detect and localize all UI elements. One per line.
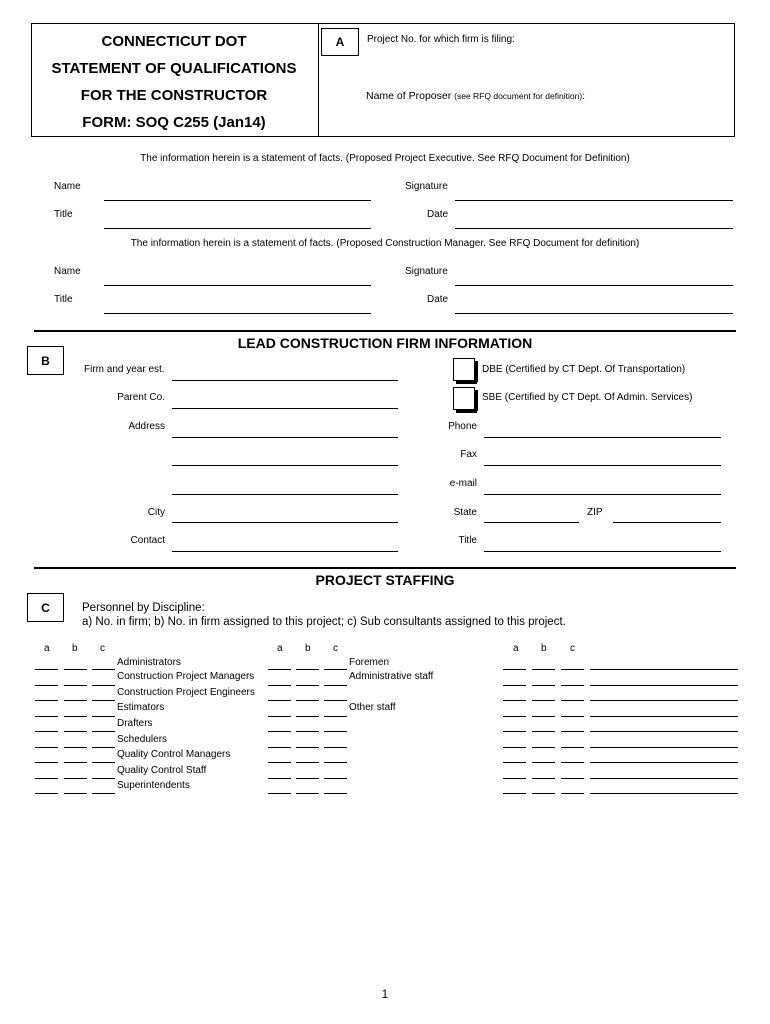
section-c-rule bbox=[34, 567, 736, 569]
entry-blank-1-a[interactable] bbox=[35, 762, 58, 763]
entry-blank-1-a[interactable] bbox=[35, 700, 58, 701]
exec-date-label: Date bbox=[427, 209, 449, 220]
entry-blank-3-description[interactable] bbox=[590, 700, 738, 701]
entry-blank-2-a[interactable] bbox=[268, 762, 291, 763]
exec-statement: The information herein is a statement of facts. (Proposed Project Executive. See RFQ Document for Definition) bbox=[140, 153, 630, 164]
entry-blank-1-a[interactable] bbox=[35, 731, 58, 732]
entry-blank-3-b[interactable] bbox=[532, 669, 555, 670]
entry-blank-3-a[interactable] bbox=[503, 778, 526, 779]
entry-blank-3-c[interactable] bbox=[561, 731, 584, 732]
entry-blank-3-a[interactable] bbox=[503, 685, 526, 686]
mgr-title-line[interactable] bbox=[104, 313, 371, 314]
entry-blank-1-b[interactable] bbox=[64, 793, 87, 794]
entry-blank-3-description[interactable] bbox=[590, 762, 738, 763]
col2-header-a: a bbox=[277, 643, 283, 654]
entry-blank-1-c[interactable] bbox=[92, 778, 115, 779]
entry-blank-2-b[interactable] bbox=[296, 731, 319, 732]
exec-title-label: Title bbox=[54, 209, 73, 220]
entry-blank-1-b[interactable] bbox=[64, 747, 87, 748]
entry-blank-3-c[interactable] bbox=[561, 762, 584, 763]
entry-blank-3-c[interactable] bbox=[561, 747, 584, 748]
entry-blank-3-a[interactable] bbox=[503, 731, 526, 732]
entry-blank-3-a[interactable] bbox=[503, 716, 526, 717]
contact-title-label: Title bbox=[458, 535, 477, 546]
entry-blank-2-b[interactable] bbox=[296, 793, 319, 794]
entry-blank-2-c[interactable] bbox=[324, 685, 347, 686]
contact-label: Contact bbox=[130, 535, 165, 546]
position-other-staff: Other staff bbox=[349, 702, 396, 713]
email-label: e-mail bbox=[449, 478, 477, 489]
fax-line[interactable] bbox=[484, 465, 721, 466]
mgr-signature-line[interactable] bbox=[455, 285, 733, 286]
entry-blank-1-b[interactable] bbox=[64, 716, 87, 717]
proposer-label-line bbox=[366, 90, 585, 102]
exec-signature-label: Signature bbox=[405, 181, 448, 192]
entry-blank-1-a[interactable] bbox=[35, 793, 58, 794]
entry-blank-1-c[interactable] bbox=[92, 669, 115, 670]
position-administrators: Administrators bbox=[117, 657, 181, 668]
mgr-statement: The information herein is a statement of facts. (Proposed Construction Manager. See RFQ Document for definition) bbox=[130, 238, 640, 249]
entry-blank-2-b[interactable] bbox=[296, 700, 319, 701]
entry-blank-3-a[interactable] bbox=[503, 762, 526, 763]
position-drafters: Drafters bbox=[117, 718, 153, 729]
entry-blank-1-c[interactable] bbox=[92, 793, 115, 794]
col1-header-a: a bbox=[44, 643, 50, 654]
entry-blank-1-a[interactable] bbox=[35, 778, 58, 779]
address-label: Address bbox=[128, 421, 165, 432]
staffing-heading: PROJECT STAFFING bbox=[315, 572, 455, 588]
position-administrative-staff: Administrative staff bbox=[349, 671, 434, 682]
entry-blank-3-b[interactable] bbox=[532, 747, 555, 748]
mgr-name-line[interactable] bbox=[104, 285, 371, 286]
entry-blank-1-b[interactable] bbox=[64, 685, 87, 686]
mgr-name-label: Name bbox=[54, 266, 81, 277]
exec-name-label: Name bbox=[54, 181, 81, 192]
entry-blank-2-c[interactable] bbox=[324, 731, 347, 732]
entry-blank-1-b[interactable] bbox=[64, 700, 87, 701]
position-construction-project-engineers: Construction Project Engineers bbox=[117, 687, 255, 698]
phone-line[interactable] bbox=[484, 437, 721, 438]
entry-blank-2-c[interactable] bbox=[324, 700, 347, 701]
entry-blank-2-a[interactable] bbox=[268, 778, 291, 779]
entry-blank-2-b[interactable] bbox=[296, 747, 319, 748]
entry-blank-2-b[interactable] bbox=[296, 669, 319, 670]
form-title-line-1: CONNECTICUT DOT bbox=[101, 33, 247, 50]
city-label: City bbox=[147, 507, 165, 518]
entry-blank-3-description[interactable] bbox=[590, 716, 738, 717]
col1-header-b: b bbox=[72, 643, 78, 654]
dbe-checkbox[interactable] bbox=[453, 358, 475, 381]
col3-header-c: c bbox=[570, 643, 575, 654]
form-title-line-4: FORM: SOQ C255 (Jan14) bbox=[82, 114, 266, 131]
entry-blank-1-a[interactable] bbox=[35, 747, 58, 748]
entry-blank-3-c[interactable] bbox=[561, 700, 584, 701]
entry-blank-3-description[interactable] bbox=[590, 685, 738, 686]
entry-blank-1-c[interactable] bbox=[92, 747, 115, 748]
entry-blank-2-c[interactable] bbox=[324, 762, 347, 763]
mgr-signature-label: Signature bbox=[405, 266, 448, 277]
phone-label: Phone bbox=[448, 421, 477, 432]
proposer-colon: : bbox=[582, 90, 586, 102]
entry-blank-2-b[interactable] bbox=[296, 716, 319, 717]
form-title-line-3: FOR THE CONSTRUCTOR bbox=[80, 87, 268, 104]
entry-blank-2-a[interactable] bbox=[268, 793, 291, 794]
zip-label: ZIP bbox=[587, 507, 603, 518]
sbe-checkbox[interactable] bbox=[453, 387, 475, 410]
entry-blank-1-b[interactable] bbox=[64, 762, 87, 763]
entry-blank-2-a[interactable] bbox=[268, 716, 291, 717]
position-estimators: Estimators bbox=[117, 702, 165, 713]
position-quality-control-staff: Quality Control Staff bbox=[117, 765, 207, 776]
position-quality-control-managers: Quality Control Managers bbox=[117, 749, 231, 760]
entry-blank-3-c[interactable] bbox=[561, 778, 584, 779]
entry-blank-1-a[interactable] bbox=[35, 716, 58, 717]
mgr-date-label: Date bbox=[427, 294, 449, 305]
entry-blank-1-b[interactable] bbox=[64, 731, 87, 732]
entry-blank-3-c[interactable] bbox=[561, 669, 584, 670]
firm-label: Firm and year est. bbox=[84, 364, 165, 375]
entry-blank-3-c[interactable] bbox=[561, 793, 584, 794]
entry-blank-3-description[interactable] bbox=[590, 747, 738, 748]
entry-blank-3-a[interactable] bbox=[503, 700, 526, 701]
exec-name-line[interactable] bbox=[104, 200, 371, 201]
project-no-label: Project No. for which firm is filing: bbox=[367, 34, 515, 45]
state-label: State bbox=[453, 507, 477, 518]
personnel-desc: a) No. in firm; b) No. in firm assigned to this project; c) Sub consultants assigned to this project. bbox=[82, 616, 566, 628]
entry-blank-2-b[interactable] bbox=[296, 762, 319, 763]
entry-blank-3-b[interactable] bbox=[532, 762, 555, 763]
entry-blank-1-c[interactable] bbox=[92, 685, 115, 686]
position-schedulers: Schedulers bbox=[117, 734, 168, 745]
exec-date-line[interactable] bbox=[455, 228, 733, 229]
personnel-label: Personnel by Discipline: bbox=[82, 602, 205, 614]
entry-blank-2-a[interactable] bbox=[268, 747, 291, 748]
proposer-label: Name of Proposer bbox=[366, 90, 452, 102]
entry-blank-1-c[interactable] bbox=[92, 700, 115, 701]
entry-blank-2-c[interactable] bbox=[324, 716, 347, 717]
entry-blank-3-description[interactable] bbox=[590, 793, 738, 794]
header-divider bbox=[318, 23, 319, 137]
col2-header-c: c bbox=[333, 643, 338, 654]
entry-blank-3-a[interactable] bbox=[503, 793, 526, 794]
proposer-note: (see RFQ document for definition) bbox=[454, 91, 583, 101]
section-b-label: B bbox=[27, 346, 64, 375]
sbe-label: SBE (Certified by CT Dept. Of Admin. Services) bbox=[482, 392, 693, 403]
entry-blank-2-c[interactable] bbox=[324, 778, 347, 779]
col1-header-c: c bbox=[100, 643, 105, 654]
entry-blank-3-c[interactable] bbox=[561, 685, 584, 686]
entry-blank-3-b[interactable] bbox=[532, 685, 555, 686]
address-line-2[interactable] bbox=[172, 465, 398, 466]
entry-blank-1-b[interactable] bbox=[64, 669, 87, 670]
entry-blank-3-c[interactable] bbox=[561, 716, 584, 717]
zip-line[interactable] bbox=[613, 522, 721, 523]
city-line[interactable] bbox=[172, 522, 398, 523]
entry-blank-2-a[interactable] bbox=[268, 700, 291, 701]
section-b-rule bbox=[34, 330, 736, 332]
entry-blank-1-a[interactable] bbox=[35, 669, 58, 670]
col3-header-a: a bbox=[513, 643, 519, 654]
entry-blank-2-c[interactable] bbox=[324, 747, 347, 748]
entry-blank-2-a[interactable] bbox=[268, 685, 291, 686]
entry-blank-3-b[interactable] bbox=[532, 793, 555, 794]
mgr-title-label: Title bbox=[54, 294, 73, 305]
entry-blank-2-a[interactable] bbox=[268, 669, 291, 670]
entry-blank-3-b[interactable] bbox=[532, 778, 555, 779]
entry-blank-1-b[interactable] bbox=[64, 778, 87, 779]
entry-blank-1-c[interactable] bbox=[92, 716, 115, 717]
entry-blank-3-a[interactable] bbox=[503, 669, 526, 670]
parent-label: Parent Co. bbox=[117, 392, 165, 403]
exec-title-line[interactable] bbox=[104, 228, 371, 229]
position-superintendents: Superintendents bbox=[117, 780, 190, 791]
form-title-line-2: STATEMENT OF QUALIFICATIONS bbox=[51, 60, 297, 77]
entry-blank-2-b[interactable] bbox=[296, 778, 319, 779]
entry-blank-2-c[interactable] bbox=[324, 669, 347, 670]
entry-blank-3-b[interactable] bbox=[532, 731, 555, 732]
col3-header-b: b bbox=[541, 643, 547, 654]
dbe-label: DBE (Certified by CT Dept. Of Transportation) bbox=[482, 364, 686, 375]
mgr-date-line[interactable] bbox=[455, 313, 733, 314]
address-line-1[interactable] bbox=[172, 437, 398, 438]
parent-line[interactable] bbox=[172, 408, 398, 409]
email-line[interactable] bbox=[484, 494, 721, 495]
contact-line[interactable] bbox=[172, 551, 398, 552]
entry-blank-1-c[interactable] bbox=[92, 762, 115, 763]
entry-blank-2-c[interactable] bbox=[324, 793, 347, 794]
entry-blank-1-a[interactable] bbox=[35, 685, 58, 686]
col2-header-b: b bbox=[305, 643, 311, 654]
entry-blank-2-b[interactable] bbox=[296, 685, 319, 686]
entry-blank-3-a[interactable] bbox=[503, 747, 526, 748]
position-construction-project-managers: Construction Project Managers bbox=[117, 671, 255, 682]
page-number: 1 bbox=[381, 987, 389, 1001]
entry-blank-3-description[interactable] bbox=[590, 731, 738, 732]
exec-signature-line[interactable] bbox=[455, 200, 733, 201]
lead-firm-heading: LEAD CONSTRUCTION FIRM INFORMATION bbox=[237, 335, 533, 351]
fax-label: Fax bbox=[460, 449, 477, 460]
entry-blank-3-description[interactable] bbox=[590, 669, 738, 670]
entry-blank-3-b[interactable] bbox=[532, 700, 555, 701]
entry-blank-3-b[interactable] bbox=[532, 716, 555, 717]
entry-blank-1-c[interactable] bbox=[92, 731, 115, 732]
entry-blank-3-description[interactable] bbox=[590, 778, 738, 779]
address-line-3[interactable] bbox=[172, 494, 398, 495]
section-a-label: A bbox=[321, 28, 359, 56]
position-foremen: Foremen bbox=[349, 657, 390, 668]
entry-blank-2-a[interactable] bbox=[268, 731, 291, 732]
contact-title-line[interactable] bbox=[484, 551, 721, 552]
state-line[interactable] bbox=[484, 522, 579, 523]
section-c-label: C bbox=[27, 593, 64, 622]
firm-line[interactable] bbox=[172, 380, 398, 381]
